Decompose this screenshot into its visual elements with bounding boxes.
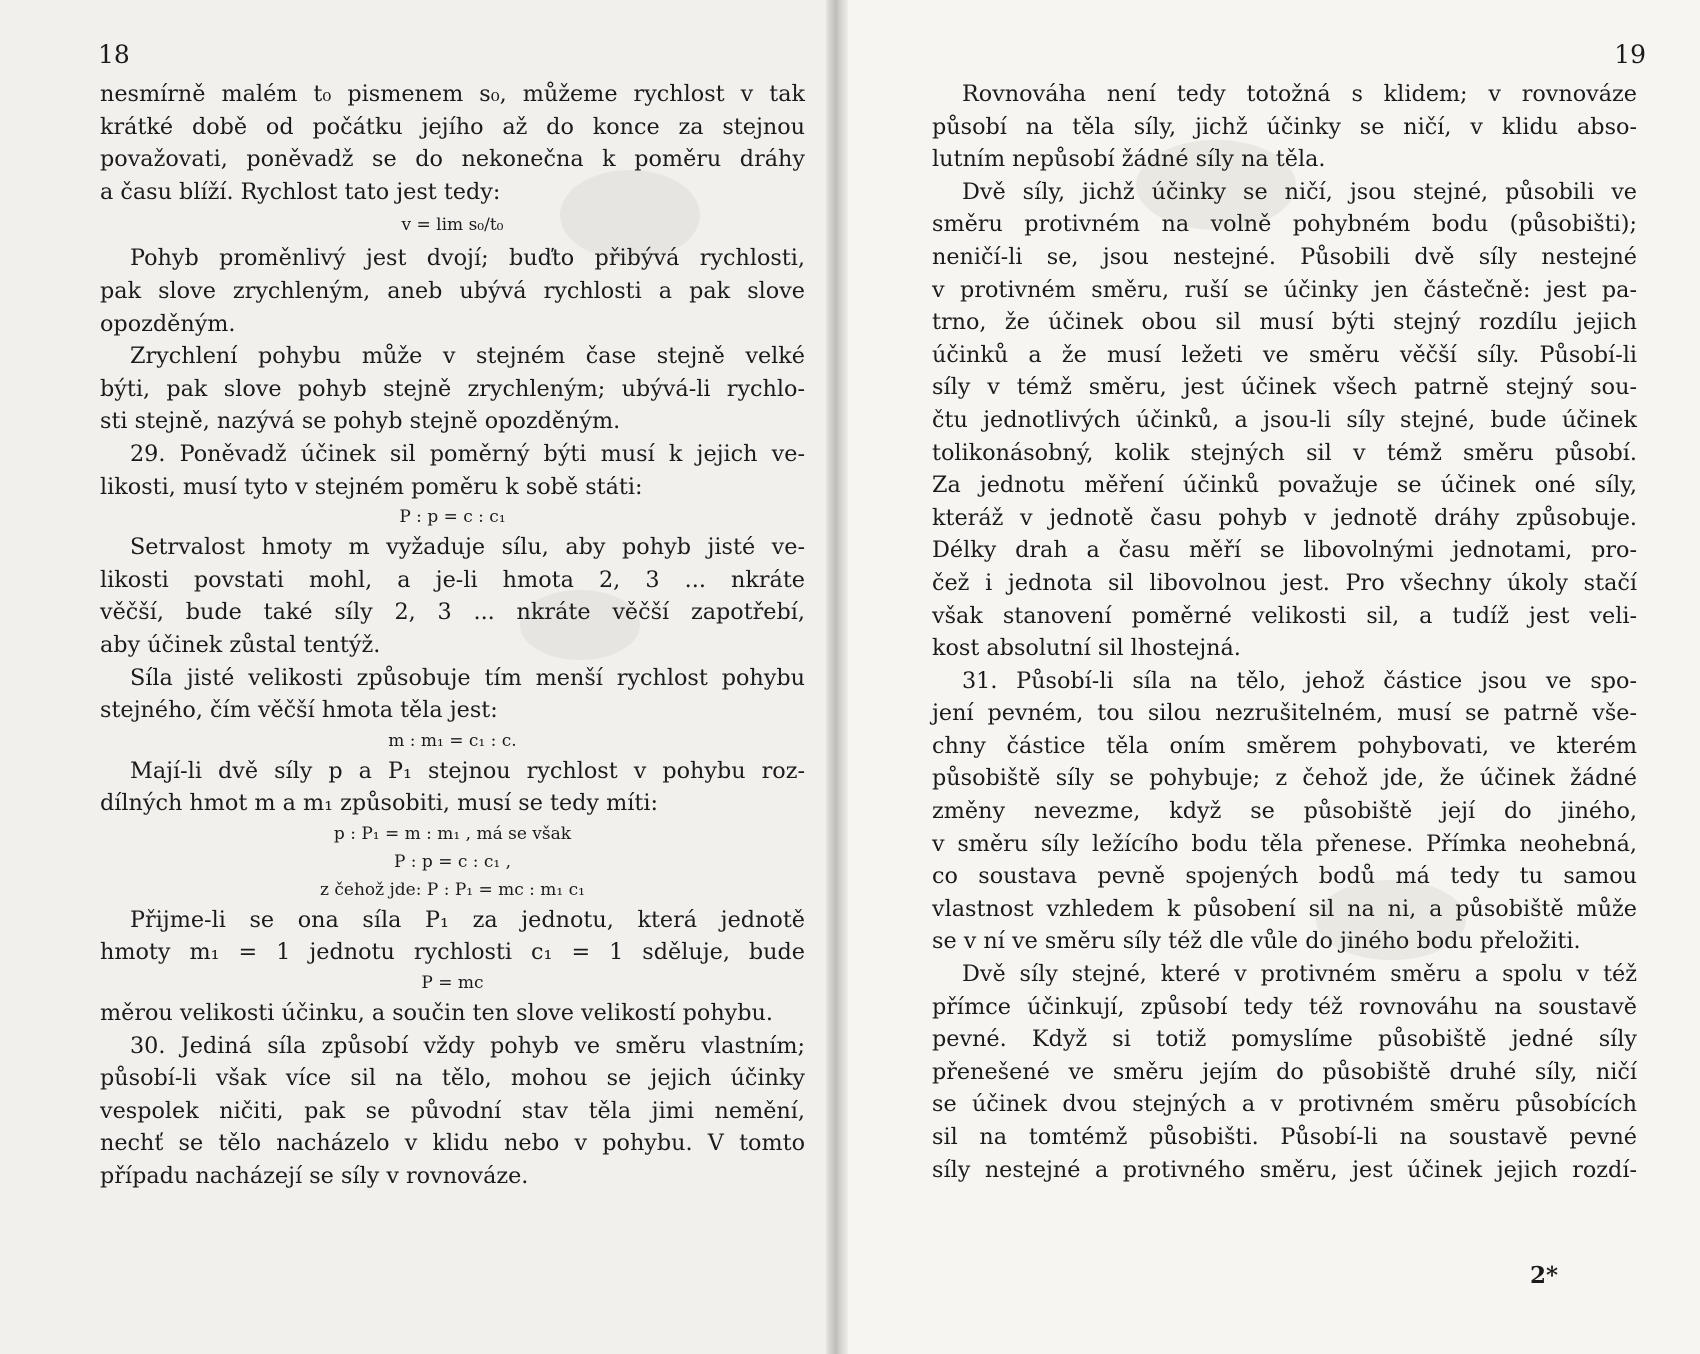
text-line: pevné. Když si totiž pomyslíme působiště jedné síly [932, 1026, 1637, 1053]
formula: P : p = c : c₁ , [393, 851, 512, 872]
text-line: sil na tomtémž působišti. Působí-li na soustavě pevné [932, 1124, 1637, 1150]
text-line: změny nevezme, když se působiště její do jiného, [932, 798, 1637, 825]
text-line: co soustava pevně spojených bodů má tedy tu samou [932, 863, 1637, 890]
text-line: Za jednotu měření účinků považuje se účinek oné síly, [932, 472, 1637, 499]
text-line: Mají-li dvě síly p a P₁ stejnou rychlost v pohybu roz- [130, 757, 805, 784]
text-line: kteráž v jednotě času pohyb v jednotě dráhy způsobuje. [932, 504, 1637, 531]
text-line: hmoty m₁ = 1 jednotu rychlosti c₁ = 1 sděluje, bude [100, 939, 805, 966]
text-line: a času blíží. Rychlost tato jest tedy: [100, 178, 501, 205]
text-line: působí-li však více sil na tělo, mohou se jejich účinky [100, 1065, 805, 1092]
text-line: sti stejně, nazývá se pohyb stejně opozděným. [100, 408, 621, 435]
text-line: jení pevném, tou silou nezrušitelném, musí se patrně vše- [932, 700, 1637, 727]
text-line: však stanovení poměrné velikosti sil, a tudíž jest veli- [932, 602, 1637, 629]
text-line: Dvě síly, jichž účinky se ničí, jsou stejné, působili ve [962, 178, 1637, 205]
text-line: případu nacházejí se síly v rovnováze. [100, 1163, 529, 1190]
formula: m : m₁ = c₁ : c. [388, 730, 517, 751]
text-line: Síla jisté velikosti způsobuje tím menší rychlost pohybu [130, 664, 805, 691]
text-line: býti, pak slove pohyb stejně zrychleným; ubývá-li rychlo- [100, 375, 805, 402]
text-line: měrou velikosti účinku, a součin ten slove velikostí pohybu. [100, 1000, 774, 1027]
left-page-body [100, 78, 805, 1193]
left-page [0, 0, 836, 1354]
text-line: Pohyb proměnlivý jest dvojí; buďto přibývá rychlosti, [130, 245, 805, 272]
text-line: Přijme-li se ona síla P₁ za jednotu, která jednotě [130, 906, 805, 933]
text-line: 29. Poněvadž účinek sil poměrný býti musí k jejich ve- [130, 440, 805, 467]
text-line: čež i jednota sil libovolnou jest. Pro všechny úkoly stačí [932, 569, 1637, 596]
text-line: se v ní ve směru síly též dle vůle do jiného bodu přeložiti. [932, 928, 1581, 955]
formula: p : P₁ = m : m₁ , má se však [333, 823, 572, 844]
book-gutter [826, 0, 848, 1354]
text-line: lutním nepůsobí žádné síly na těla. [932, 146, 1326, 173]
formula: P : p = c : c₁ [399, 507, 506, 528]
text-line: síly v témž směru, jest účinek všech patrně stejný sou- [932, 374, 1637, 401]
formula: v = lim s₀/t₀ [401, 215, 504, 236]
text-line: Setrvalost hmoty m vyžaduje sílu, aby pohyb jisté ve- [130, 534, 805, 561]
formula: P = mc [421, 973, 484, 994]
text-line: kost absolutní sil lhostejná. [932, 635, 1241, 662]
text-line: opozděným. [100, 310, 236, 337]
text-line: v směru síly ležícího bodu těla přenese. Přímka neohebná, [932, 830, 1637, 857]
text-line: likosti, musí tyto v stejném poměru k sobě státi: [100, 473, 643, 500]
text-line: síly nestejné a protivného směru, jest účinek jejich rozdí- [932, 1156, 1637, 1183]
text-line: trno, že účinek obou sil musí býti stejný rozdílu jejich [932, 309, 1637, 336]
text-line: Rovnováha není tedy totožná s klidem; v rovnováze [962, 81, 1637, 107]
text-line: dílných hmot m a m₁ způsobiti, musí se tedy míti: [100, 790, 658, 817]
text-line: se účinek dvou stejných a v protivném směru působících [932, 1091, 1637, 1118]
text-line: Zrychlení pohybu může v stejném čase stejně velké [130, 343, 805, 370]
text-line: věčší, bude také síly 2, 3 ... nkráte věčší zapotřebí, [100, 599, 805, 626]
formula: z čehož jde: P : P₁ = mc : m₁ c₁ [320, 879, 585, 900]
text-line: vespolek ničiti, pak se původní stav těla jimi nemění, [100, 1097, 805, 1124]
text-line: přenešené ve směru jejím do působiště druhé síly, ničí [932, 1058, 1637, 1085]
text-line: účinků a že musí ležeti ve směru věčší síly. Působí-li [932, 341, 1637, 368]
text-line: likosti povstati mohl, a je-li hmota 2, 3 ... nkráte [100, 566, 805, 593]
right-page-body [932, 78, 1637, 1186]
page-number: 18 [98, 40, 130, 69]
text-line: stejného, čím věčší hmota těla jest: [100, 697, 498, 724]
text-line: neničí-li se, jsou nestejné. Působili dvě síly nestejné [932, 243, 1637, 270]
text-line: působiště síly se pohybuje; z čehož jde, že účinek žádné [932, 765, 1637, 792]
text-line: krátké době od počátku jejího až do konce za stejnou [100, 113, 805, 140]
signature-mark: 2* [1529, 1262, 1558, 1289]
text-line: vlastnost vzhledem k působení sil na ni, a působiště může [932, 895, 1637, 922]
text-line: tolikonásobný, kolik stejných sil v témž směru působí. [932, 439, 1637, 466]
text-line: nechť se tělo nacházelo v klidu nebo v pohybu. V tomto [100, 1130, 805, 1157]
text-line: považovati, poněvadž se do nekonečna k poměru dráhy [100, 146, 805, 173]
text-line: nesmírně malém t₀ pismenem s₀, můžeme rychlost v tak [100, 81, 805, 107]
text-line: pak slove zrychleným, aneb ubývá rychlosti a pak slove [100, 277, 805, 304]
right-page [836, 0, 1700, 1354]
text-line: Délky drah a času měří se libovolnými jednotami, pro- [932, 537, 1637, 564]
text-line: 30. Jediná síla způsobí vždy pohyb ve směru vlastním; [130, 1032, 805, 1059]
text-line: 31. Působí-li síla na tělo, jehož částice jsou ve spo- [962, 667, 1637, 694]
text-line: v protivném směru, ruší se účinky jen částečně: jest pa- [932, 276, 1637, 303]
text-line: čtu jednotlivých účinků, a jsou-li síly stejné, bude účinek [932, 406, 1637, 433]
text-line: chny částice těla oním směrem pohybovati, ve kterém [932, 732, 1637, 759]
page-number: 19 [1614, 40, 1646, 69]
text-line: přímce účinkují, způsobí tedy též rovnováhu na soustavě [932, 993, 1637, 1020]
text-line: aby účinek zůstal tentýž. [100, 631, 381, 658]
text-line: Dvě síly stejné, které v protivném směru a spolu v též [962, 961, 1637, 988]
text-line: směru protivném na volně pohybném bodu (působišti); [932, 211, 1637, 238]
text-line: působí na těla síly, jichž účinky se ničí, v klidu abso- [932, 113, 1637, 140]
